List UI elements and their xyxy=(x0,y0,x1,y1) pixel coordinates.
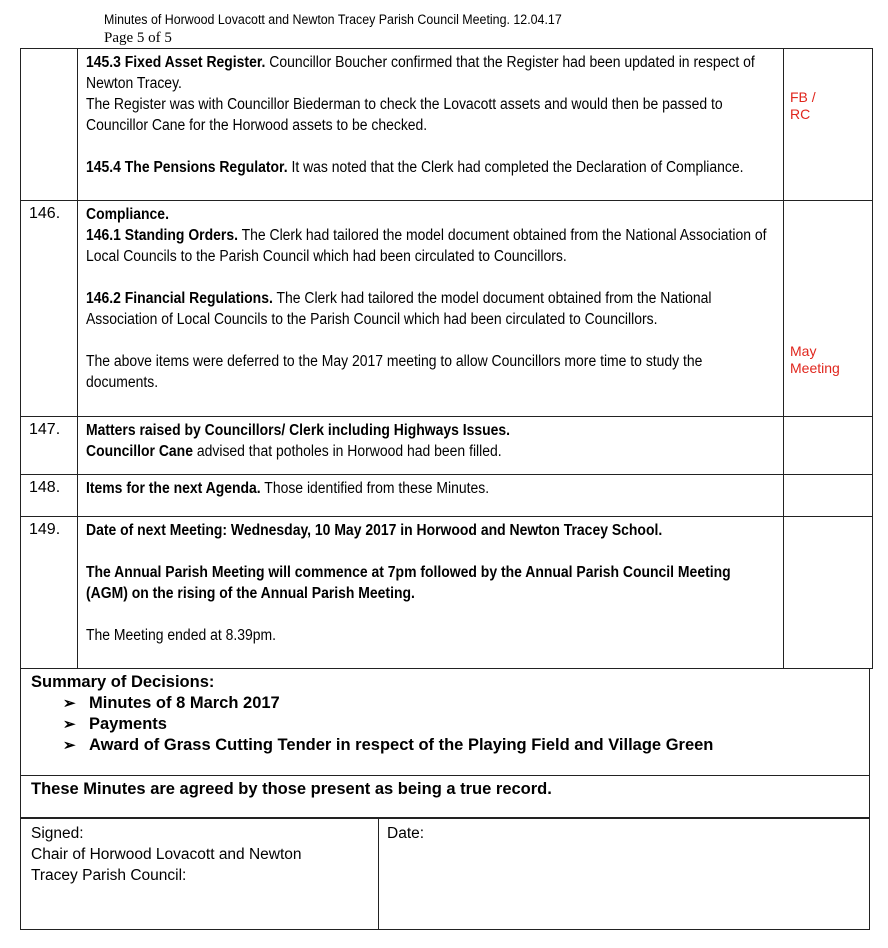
item-title xyxy=(86,204,774,225)
item-body xyxy=(78,201,784,417)
list-item-text: Payments xyxy=(89,715,167,733)
paragraph xyxy=(86,478,774,499)
summary-of-decisions xyxy=(20,668,870,776)
paragraph-text: It was noted that the Clerk had completed the Declaration of Compliance. xyxy=(287,159,744,176)
chair-label: Tracey Parish Council: xyxy=(31,867,187,884)
action-initials: FB / xyxy=(790,89,816,105)
paragraph xyxy=(86,441,774,462)
summary-list xyxy=(63,693,713,756)
item-title-text: Date of next Meeting: Wednesday, 10 May 2017 in Horwood and Newton Tracey School. xyxy=(86,522,663,539)
paragraph-text: Councillor Boucher confirmed that the Register had been updated in respect of Newton Tracey. xyxy=(86,54,755,92)
agreement-statement xyxy=(20,776,870,818)
item-title-text: Items for the next Agenda. xyxy=(86,480,261,497)
list-item-text: Award of Grass Cutting Tender in respect of the Playing Field and Village Green xyxy=(89,736,714,754)
subheading: 145.3 Fixed Asset Register. xyxy=(86,54,266,71)
paragraph-text: The Annual Parish Meeting will commence at 7pm followed by the Annual Parish Council Meeting (AGM) on the rising of the Annual Parish Meeting. xyxy=(86,564,731,602)
header-title: Minutes of Horwood Lovacott and Newton Tracey Parish Council Meeting. 12.04.17 xyxy=(104,12,562,27)
item-148-row xyxy=(21,475,873,517)
subheading: 146.1 Standing Orders. xyxy=(86,227,238,244)
action-cell xyxy=(784,49,873,201)
subheading: 146.2 Financial Regulations. xyxy=(86,290,273,307)
date-cell xyxy=(387,823,424,844)
item-number xyxy=(21,49,78,201)
action-cell xyxy=(784,517,873,669)
item-147-row xyxy=(21,417,873,475)
paragraph xyxy=(86,225,774,267)
paragraph: The above items were deferred to the May 2017 meeting to allow Councillors more time to study the documents. xyxy=(86,353,703,391)
arrow-bullet-icon: ➢ xyxy=(63,716,76,733)
list-item xyxy=(63,735,713,756)
list-item-text: Minutes of 8 March 2017 xyxy=(89,694,280,712)
item-146-row xyxy=(21,201,873,417)
item-body xyxy=(78,475,784,517)
page-number: Page 5 of 5 xyxy=(104,30,172,46)
item-number: 148. xyxy=(21,475,78,517)
paragraph xyxy=(86,288,774,330)
item-149-row xyxy=(21,517,873,669)
minutes-table xyxy=(20,48,873,669)
action-cell xyxy=(784,201,873,417)
item-body xyxy=(78,517,784,669)
paragraph-text: advised that potholes in Horwood had been filled. xyxy=(192,443,502,460)
signature-block xyxy=(20,818,870,930)
arrow-bullet-icon: ➢ xyxy=(63,737,76,754)
paragraph-text: The Clerk had tailored the model document obtained from the National Association of Local Councils to the Parish Council which had been circulated to Councillors. xyxy=(86,290,712,328)
item-number: 147. xyxy=(21,417,78,475)
item-body xyxy=(78,49,784,201)
paragraph xyxy=(86,52,774,94)
paragraph: The Meeting ended at 8.39pm. xyxy=(86,627,277,644)
subheading: 145.4 The Pensions Regulator. xyxy=(86,159,288,176)
item-title xyxy=(86,420,774,441)
chair-label: Chair of Horwood Lovacott and Newton xyxy=(31,846,302,863)
item-title-text: Compliance. xyxy=(86,206,169,223)
paragraph-text: The Clerk had tailored the model document obtained from the National Association of Local Councils to the Parish Council which had been circulated to Councillors. xyxy=(86,227,767,265)
paragraph: The Register was with Councillor Biederman to check the Lovacott assets and would then be passed to Councillor Cane for the Horwood assets to be checked. xyxy=(86,96,723,134)
date-label: Date: xyxy=(387,825,425,842)
action-note: Meeting xyxy=(790,360,840,376)
item-title-text: Matters raised by Councillors/ Clerk including Highways Issues. xyxy=(86,422,511,439)
signed-label: Signed: xyxy=(31,825,84,842)
item-title xyxy=(86,520,774,541)
action-cell xyxy=(784,417,873,475)
subheading: Councillor Cane xyxy=(86,443,193,460)
action-initials: RC xyxy=(790,106,811,122)
arrow-bullet-icon: ➢ xyxy=(63,695,76,712)
action-cell xyxy=(784,475,873,517)
signature-cell xyxy=(21,819,379,929)
action-note: May xyxy=(790,343,817,359)
list-item xyxy=(63,714,713,735)
paragraph xyxy=(86,562,774,604)
item-number: 149. xyxy=(21,517,78,669)
paragraph-text: Those identified from these Minutes. xyxy=(260,480,490,497)
summary-title: Summary of Decisions: xyxy=(31,673,215,691)
item-145-row xyxy=(21,49,873,201)
item-number: 146. xyxy=(21,201,78,417)
agreement-text: These Minutes are agreed by those present as being a true record. xyxy=(31,780,552,798)
list-item xyxy=(63,693,713,714)
item-body xyxy=(78,417,784,475)
paragraph xyxy=(86,157,774,178)
